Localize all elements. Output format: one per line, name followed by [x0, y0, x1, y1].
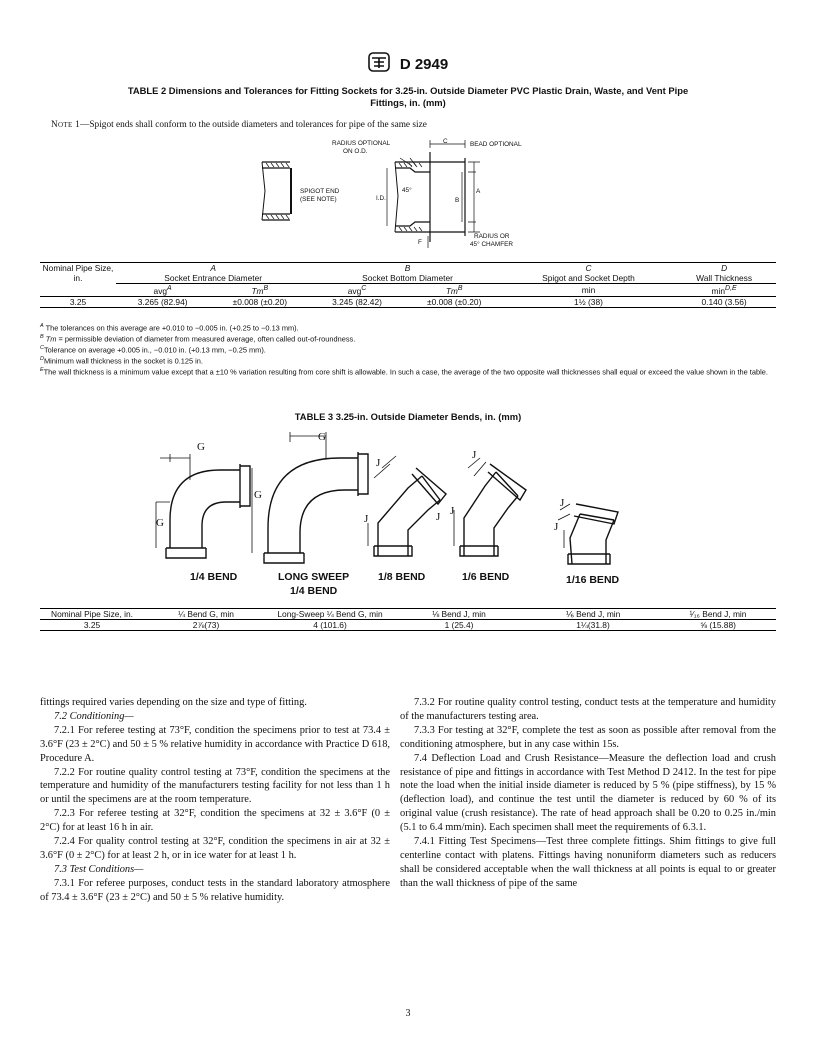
table3-cell-sixth: 1¼(31.8) — [576, 620, 610, 630]
table2-sub-b-avg: avg — [347, 285, 362, 296]
angle-45-label: 45° — [402, 187, 412, 194]
dim-id-label: I.D. — [376, 195, 386, 202]
table3-cell-long-sweep: 4 (101.6) — [313, 620, 347, 630]
bend-eighth-dim-j-right: J — [436, 511, 441, 523]
radius-or-label-1: RADIUS OR — [474, 233, 510, 240]
table-row — [40, 620, 776, 631]
paragraph: 7.2.2 For routine quality control testing at 73°F, condition the specimens at the temperature and humidity of the manufacturers testing facility for not less than 1 h or until the specimens are at the room temperature. — [40, 766, 390, 806]
socket-dimension-figure — [240, 136, 560, 254]
bend-sixth-dim-j: J — [472, 449, 477, 461]
bend-label-sixth: 1/6 BEND — [462, 571, 510, 583]
table2-sub-a-tm: Tm — [251, 285, 264, 296]
radius-or-label-2: 45° CHAMFER — [470, 241, 514, 248]
table3-cell-sixteenth: ⅝ (15.88) — [700, 620, 736, 630]
table2-head-a-letter: A — [210, 263, 216, 273]
bend-label-sixteenth: 1/16 BEND — [566, 574, 620, 586]
bend-quarter-dim-g: G — [197, 441, 205, 453]
footnote-b: $^B$ Tm = permissible deviation of diameter from measured average, often called out-of-roundness. — [40, 333, 356, 344]
paragraph: 7.3.2 For routine quality control testing, conduct tests at the temperature and humidity of the manufacturers testing area. — [400, 697, 776, 722]
footnote-d: $^D$Minimum wall thickness in the socket is 0.125 in. — [40, 355, 203, 366]
spigot-end-label-2: (SEE NOTE) — [300, 196, 337, 203]
paragraph: 7.4.1 Fitting Test Specimens—Test three complete fittings. Shim fittings to give full centerline contact with platens. Fittings having nonuniform diameters such as reducers shall be considered acceptable when the wall thickness at all points is equal to or greater than the wall thickness of pipe of the same — [400, 836, 776, 889]
table2-cell-b-tm: ±0.008 (±0.20) — [427, 296, 482, 307]
table2-sub-d-min: min — [711, 285, 726, 296]
table-row — [40, 296, 776, 307]
bend-label-quarter: 1/4 BEND — [190, 571, 238, 583]
table3-head-sixth: ⅙ Bend J, min — [565, 609, 621, 619]
table2-sub-a-avg: avg — [153, 285, 168, 296]
page-header — [0, 52, 816, 77]
radius-optional-label-1: RADIUS OPTIONAL — [332, 140, 391, 147]
paragraph: 7.3.3 For testing at 32°F, complete the test as soon as possible after removal from the conditioning atmosphere, but in any case within 15s. — [400, 724, 776, 750]
astm-logo-icon — [368, 52, 390, 77]
table2-cell-a-avg: 3.265 (82.94) — [137, 296, 188, 307]
page-number: 3 — [405, 1008, 411, 1019]
spigot-end-label-1: SPIGOT END — [300, 188, 340, 195]
table3-cell-size: 3.25 — [83, 620, 101, 630]
paragraph: 7.4 Deflection Load and Crush Resistance—Measure the deflection load and crush resistance of pipe and fittings in accordance with Test Method D 2412. In the test for pipe note the load when the initial inside diameter is reduced by 5 % (pipe stiffness), by 15 % (deflection load), and continue the test until the diameter is reduced by 60 % of its original value (crush resistance). The rate of head approach shall be 0.20 to 0.25 in./min (5.1 to 6.4 mm/min). Each specimen shall meet the requirements of 6.3.1. — [400, 752, 776, 834]
table2-footnotes — [40, 322, 776, 376]
table2-head-a-name: Socket Entrance Diameter — [164, 273, 263, 283]
table2-cell-d-min: 0.140 (3.56) — [701, 296, 747, 307]
bend-label-long-sweep-2: 1/4 BEND — [290, 585, 338, 597]
paragraph: 7.2.1 For referee testing at 73°F, condition the specimens prior to test at 73.4 ± 3.6°F (23 ± 2°C) and 50 ± 5 % relative humidity in accordance with Practice D 618, Procedure A. — [40, 724, 390, 764]
dim-a-label: A — [476, 188, 481, 195]
bend-sixteenth-dim-j: J — [560, 497, 565, 509]
bend-eighth-dim-j-side: J — [364, 513, 369, 525]
dim-c-label: C — [443, 138, 448, 145]
table3-head-quarter: ¼ Bend G, min — [178, 609, 234, 619]
bend-sixth-dim-j-side: J — [450, 505, 455, 517]
radius-optional-label-2: ON O.D. — [343, 148, 368, 155]
bend-label-long-sweep-1: LONG SWEEP — [278, 571, 350, 583]
paragraph: 7.2.4 For quality control testing at 32°F, condition the specimens in air at 32 ± 3.6°F (0 ± 2°C) for at least 2 h, or in ice water for at least 1 h. — [40, 836, 390, 861]
bend-quarter-dim-g-side: G — [156, 517, 164, 529]
table2-title: TABLE 2 Dimensions and Tolerances for Fitting Sockets for 3.25-in. Outside Diameter PVC Plastic Drain, Waste, and Vent Pipe Fittings, in. (mm) — [127, 85, 689, 108]
bend-label-eighth: 1/8 BEND — [378, 571, 426, 583]
paragraph: 7.2.3 For referee testing at 32°F, condition the specimens at 32 ± 3.6°F (0 ± 2°C) for at least 16 h in air. — [40, 808, 390, 834]
table2-head-c-name: Spigot and Socket Depth — [542, 273, 635, 283]
paragraph: fittings required varies depending on the size and type of fitting. — [40, 697, 307, 708]
table2-head-c-letter: C — [585, 263, 592, 273]
paragraph: 7.3.1 For referee purposes, conduct tests in the standard laboratory atmosphere of 73.4 ± 3.6°F (23 ± 2°C) and 50 ± 5 % relative humidity. — [40, 877, 390, 903]
footnote-a: $^A$ The tolerances on this average are +0.010 to −0.005 in. (+0.25 to −0.13 mm). — [40, 323, 299, 333]
table2-head-d-letter: D — [721, 263, 728, 273]
dim-f-label: F — [418, 239, 422, 246]
right-column — [400, 696, 776, 891]
table3-title: TABLE 3 3.25-in. Outside Diameter Bends, in. (mm) — [294, 411, 522, 422]
section-7-3-heading: 7.3 Test Conditions— — [54, 863, 144, 875]
table3-data — [40, 608, 776, 631]
footnote-c: $^C$Tolerance on average +0.005 in., −0.010 in. (+0.13 mm, −0.25 mm). — [40, 344, 266, 355]
table2-cell-size: 3.25 — [69, 296, 87, 307]
table3-head-sixteenth: ¹⁄₁₆ Bend J, min — [689, 609, 747, 619]
table3-cell-eighth: 1 (25.4) — [444, 620, 474, 630]
footnote-e: $^E$The wall thickness is a minimum value except that a ±10 % variation resulting from core shift is allowable. In such a case, the average of the two opposite wall thicknesses shall equal or exceed the value shown in the table. — [40, 366, 768, 376]
table2-cell-a-tm: ±0.008 (±0.20) — [232, 296, 287, 307]
table2-cell-c-min: 1½ (38) — [574, 296, 603, 307]
table3-head-long-sweep: Long-Sweep ¼ Bend G, min — [277, 609, 383, 619]
table2-head-d-name: Wall Thickness — [696, 273, 753, 283]
standard-designation: D 2949 — [399, 56, 449, 73]
table2-head-b-letter: B — [404, 263, 411, 273]
table2-cell-b-avg: 3.245 (82.42) — [332, 296, 382, 307]
bend-long-dim-g-side: G — [254, 489, 262, 501]
left-column — [40, 696, 390, 905]
bend-eighth-dim-j: J — [376, 457, 381, 469]
table2-sub-b-tm: Tm — [445, 285, 458, 296]
table3-head-eighth: ⅛ Bend J, min — [432, 609, 486, 619]
dim-b-label: B — [455, 197, 460, 204]
table3-cell-quarter: 2⅞(73) — [192, 620, 220, 630]
table2-sub-c-min: min — [505, 284, 672, 297]
bends-figure — [140, 428, 660, 598]
table2-head-b-name: Socket Bottom Diameter — [362, 273, 453, 283]
bend-long-dim-g: G — [318, 431, 326, 443]
table2-head-nominal: Nominal Pipe Size, in. — [42, 263, 114, 283]
bead-optional-label: BEAD OPTIONAL — [470, 141, 522, 148]
bend-sixteenth-dim-j-side: J — [554, 521, 559, 533]
table2-data: Nominal Pipe Size, in. A Socket Entrance Diameter B Socket Bottom Diameter C Spigot and Socket Depth D Wall Thickness avg$^A$ $Tm^B$ avg$^C$ $Tm^B$ min $\min^{D,E}$ 3.25 3.265 (82.94) ±0.008 (±0.20) 3.245 (82.42) ±0.008 (±0.20) 1½ (38) 0.140 (3.56) — [40, 262, 776, 308]
table2-note: Note 1—Spigot ends shall conform to the outside diameters and tolerances for pipe of the same size — [51, 120, 427, 130]
table3-head-size: Nominal Pipe Size, in. — [51, 609, 133, 619]
section-7-2-heading: 7.2 Conditioning— — [54, 710, 134, 722]
